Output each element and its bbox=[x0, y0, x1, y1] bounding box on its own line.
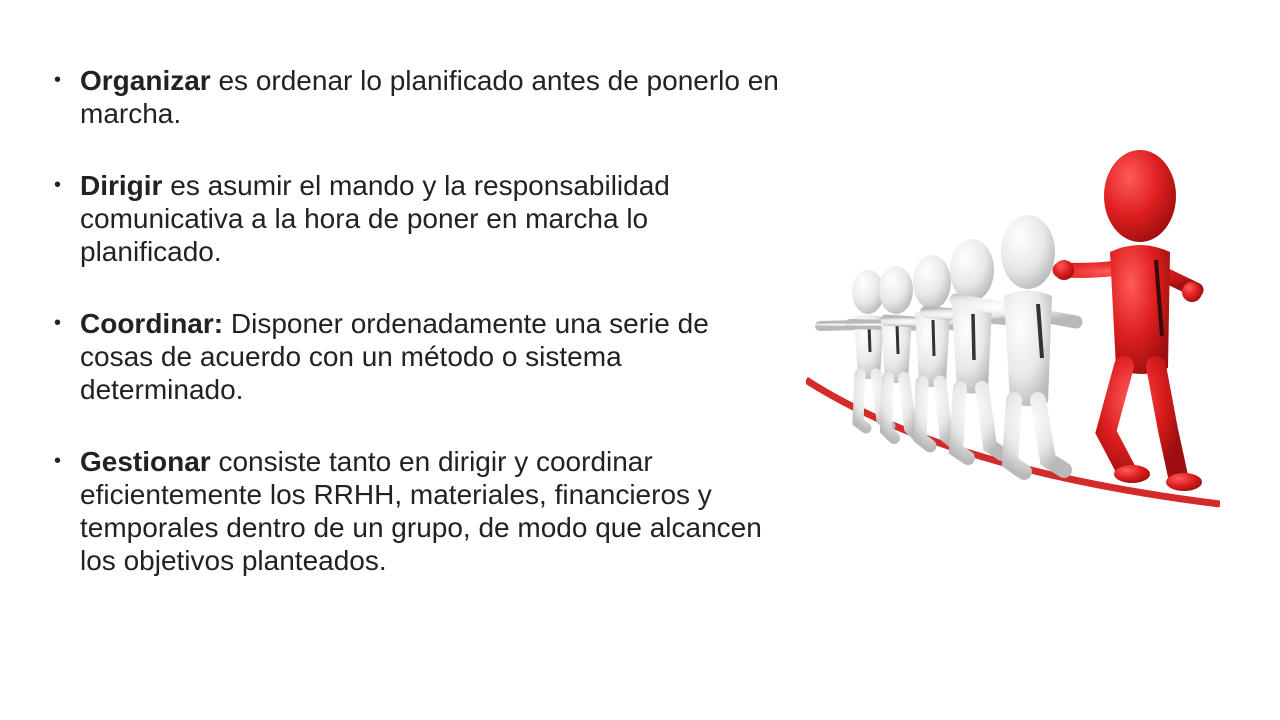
bullet-term: Organizar bbox=[80, 65, 211, 96]
bullet-list bbox=[52, 64, 782, 616]
bullet-item-gestionar bbox=[52, 445, 782, 577]
bullet-dot: • bbox=[54, 174, 62, 196]
leader-with-followers-on-tightrope-icon bbox=[806, 140, 1220, 540]
bullet-term: Coordinar: bbox=[80, 308, 224, 339]
bullet-item-dirigir bbox=[52, 169, 782, 268]
bullet-term: Dirigir bbox=[80, 170, 163, 201]
bullet-text: es ordenar lo planificado antes de ponerlo en marcha. bbox=[80, 65, 779, 129]
bullet-item-coordinar bbox=[52, 307, 782, 406]
bullet-dot: • bbox=[54, 450, 62, 472]
bullet-text: consiste tanto en dirigir y coordinar eficientemente los RRHH, materiales, financieros y temporales dentro de un grupo, de modo que alcancen los objetivos planteados. bbox=[80, 446, 762, 576]
bullet-dot: • bbox=[54, 69, 62, 91]
bullet-item-organizar bbox=[52, 64, 782, 130]
bullet-text: Disponer ordenadamente una serie de cosas de acuerdo con un método o sistema determinado. bbox=[80, 308, 709, 405]
bullet-text: es asumir el mando y la responsabilidad comunicativa a la hora de poner en marcha lo planificado. bbox=[80, 170, 670, 267]
bullet-term: Gestionar bbox=[80, 446, 211, 477]
bullet-dot: • bbox=[54, 312, 62, 334]
